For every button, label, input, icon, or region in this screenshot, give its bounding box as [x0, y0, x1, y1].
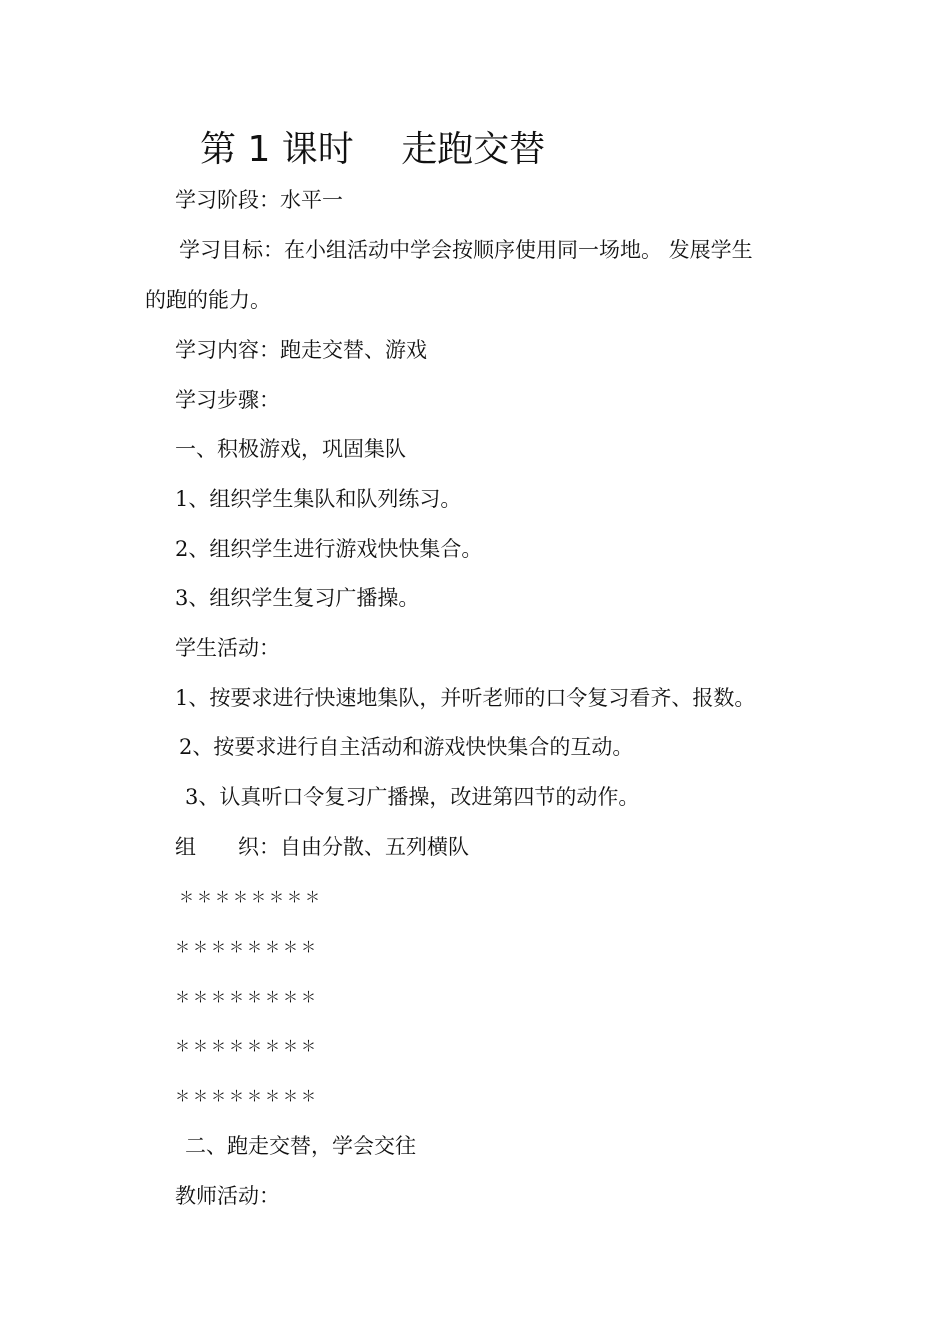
- student-item-2: 2、按要求进行自主活动和游戏快快集合的互动。: [179, 735, 634, 759]
- formation-row: ＊＊＊＊＊＊＊＊: [175, 988, 320, 1006]
- formation-row: ＊＊＊＊＊＊＊＊: [175, 938, 320, 956]
- teacher-activity-heading: 教师活动：: [175, 1184, 280, 1208]
- teacher-item-3: 3、组织学生复习广播操。: [175, 586, 420, 610]
- organization-line: 组 织：自由分散、五列横队: [175, 835, 469, 859]
- lesson-title: 第 1 课时 走跑交替: [200, 129, 546, 170]
- teacher-item-2: 2、组织学生进行游戏快快集合。: [175, 537, 483, 561]
- learning-steps-heading: 学习步骤：: [175, 388, 280, 412]
- learning-goal-line-1: 学习目标：在小组活动中学会按顺序使用同一场地。 发展学生: [179, 238, 753, 262]
- student-item-1: 1、按要求进行快速地集队，并听老师的口令复习看齐、报数。: [175, 686, 756, 710]
- student-activity-heading: 学生活动：: [175, 636, 280, 660]
- learning-content: 学习内容：跑走交替、游戏: [175, 338, 427, 362]
- section-1-heading: 一、积极游戏，巩固集队: [175, 437, 406, 461]
- student-item-3: 3、认真听口令复习广播操，改进第四节的动作。: [185, 785, 640, 809]
- teacher-item-1: 1、组织学生集队和队列练习。: [175, 487, 462, 511]
- formation-row: ＊＊＊＊＊＊＊＊: [179, 888, 324, 906]
- formation-row: ＊＊＊＊＊＊＊＊: [175, 1037, 320, 1055]
- section-2-heading: 二、跑走交替，学会交往: [185, 1134, 416, 1158]
- formation-row: ＊＊＊＊＊＊＊＊: [175, 1087, 320, 1105]
- learning-goal-line-2: 的跑的能力。: [145, 288, 271, 312]
- learning-stage: 学习阶段：水平一: [175, 188, 343, 212]
